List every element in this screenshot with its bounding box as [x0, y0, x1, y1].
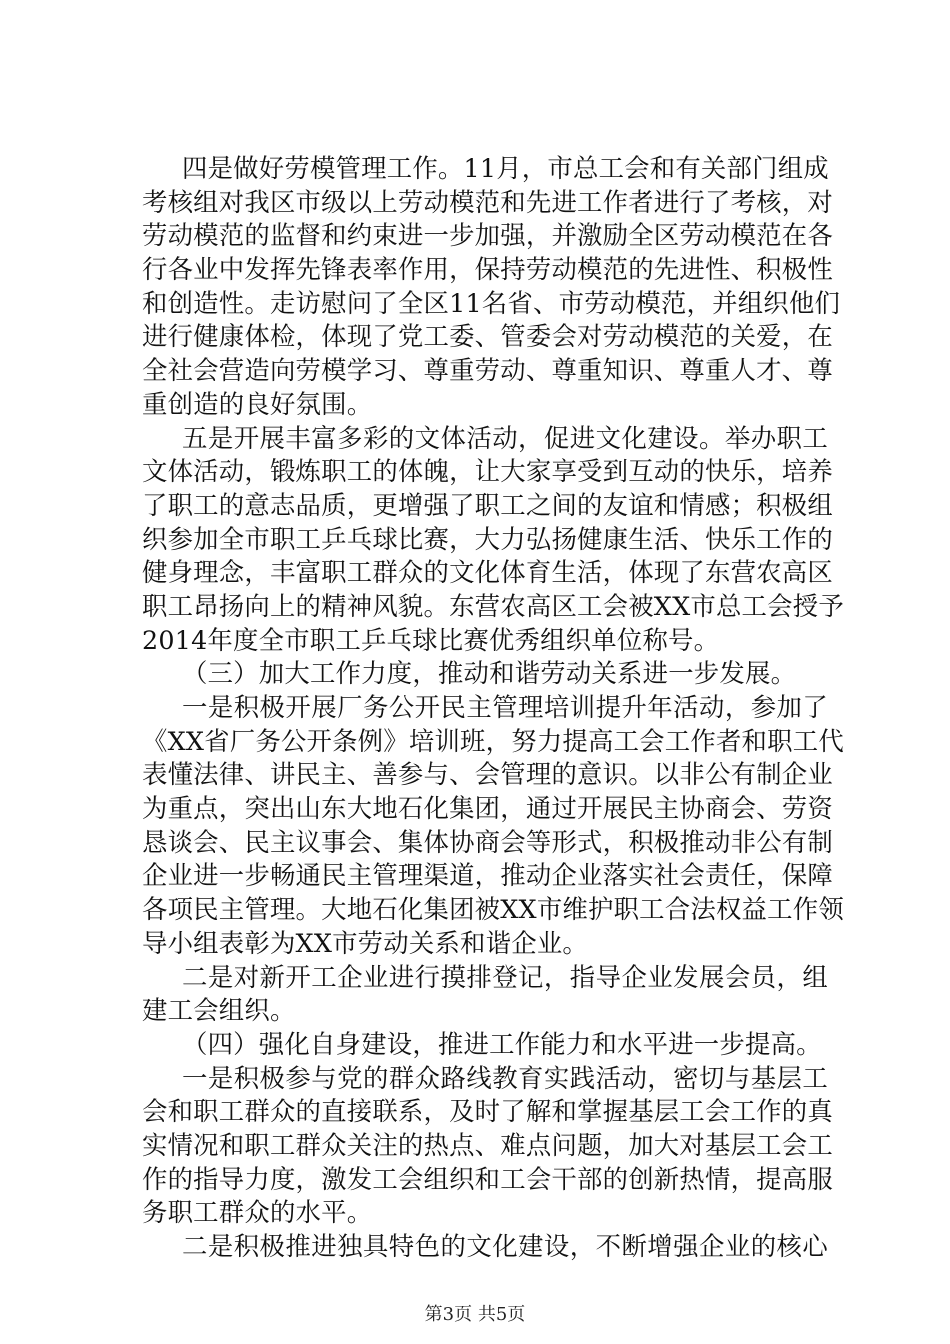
text-line: 建工会组织。 — [142, 995, 296, 1026]
text-line: 二是积极推进独具特色的文化建设，不断增强企业的核心 — [182, 1231, 828, 1261]
text-line: 表懂法律、讲民主、善参与、会管理的意识。以非公有制企业 — [142, 759, 833, 790]
paragraph — [142, 1062, 833, 1230]
paragraph — [142, 691, 844, 961]
text-line: 导小组表彰为XX市劳动关系和谐企业。 — [142, 927, 589, 958]
text-line: 一是积极参与党的群众路线教育实践活动，密切与基层工 — [182, 1062, 828, 1093]
text-line: 实情况和职工群众关注的热点、难点问题，加大对基层工会工 — [142, 1129, 833, 1160]
paragraph — [142, 422, 844, 658]
text-line: 五是开展丰富多彩的文体活动，促进文化建设。举办职工 — [182, 422, 828, 453]
paragraph — [142, 152, 841, 422]
text-line: 一是积极开展厂务公开民主管理培训提升年活动，参加了 — [182, 692, 828, 722]
text-line: （三）加大工作力度，推动和谐劳动关系进一步发展。 — [182, 658, 797, 689]
text-line: 为重点，突出山东大地石化集团，通过开展民主协商会、劳资 — [142, 793, 833, 824]
paragraph — [142, 961, 828, 1028]
text-line: 了职工的意志品质，更增强了职工之间的友谊和情感；积极组 — [142, 489, 833, 520]
document-body — [142, 152, 844, 1264]
text-line: 重创造的良好氛围。 — [142, 388, 373, 419]
text-line: 四是做好劳模管理工作。11月，市总工会和有关部门组成 — [182, 153, 829, 183]
text-line: 文体活动，锻炼职工的体魄，让大家享受到互动的快乐，培养 — [142, 456, 833, 487]
text-line: 务职工群众的水平。 — [142, 1197, 373, 1228]
paragraph — [142, 1230, 828, 1264]
text-line: 进行健康体检，体现了党工委、管委会对劳动模范的关爱，在 — [142, 321, 833, 352]
text-line: （四）强化自身建设，推进工作能力和水平进一步提高。 — [182, 1028, 822, 1059]
text-line: 二是对新开工企业进行摸排登记，指导企业发展会员，组 — [182, 961, 828, 992]
text-line: 作的指导力度，激发工会组织和工会干部的创新热情，提高服 — [142, 1163, 833, 1194]
paragraph — [142, 1028, 828, 1062]
text-line: 各项民主管理。大地石化集团被XX市维护职工合法权益工作领 — [142, 894, 844, 925]
text-line: 职工昂扬向上的精神风貌。东营农高区工会被XX市总工会授予 — [142, 590, 844, 621]
text-line: 《XX省厂务公开条例》培训班，努力提高工会工作者和职工代 — [142, 725, 844, 756]
text-line: 考核组对我区市级以上劳动模范和先进工作者进行了考核，对 — [142, 186, 833, 217]
text-line: 企业进一步畅通民主管理渠道，推动企业落实社会责任，保障 — [142, 860, 833, 891]
page-footer: 第3页 共5页 — [424, 1304, 526, 1325]
text-line: 织参加全市职工乒乓球比赛，大力弘扬健康生活、快乐工作的 — [142, 523, 833, 554]
text-line: 会和职工群众的直接联系，及时了解和掌握基层工会工作的真 — [142, 1096, 833, 1127]
text-line: 和创造性。走访慰问了全区11名省、市劳动模范，并组织他们 — [142, 287, 841, 318]
text-line: 劳动模范的监督和约束进一步加强，并激励全区劳动模范在各 — [142, 220, 833, 251]
text-line: 健身理念，丰富职工群众的文化体育生活，体现了东营农高区 — [142, 557, 833, 588]
text-line: 行各业中发挥先锋表率作用，保持劳动模范的先进性、积极性 — [142, 254, 833, 285]
text-line: 恳谈会、民主议事会、集体协商会等形式，积极推动非公有制 — [142, 826, 833, 857]
paragraph — [142, 657, 828, 691]
text-line: 2014年度全市职工乒乓球比赛优秀组织单位称号。 — [142, 624, 720, 655]
text-line: 全社会营造向劳模学习、尊重劳动、尊重知识、尊重人才、尊 — [142, 355, 833, 386]
